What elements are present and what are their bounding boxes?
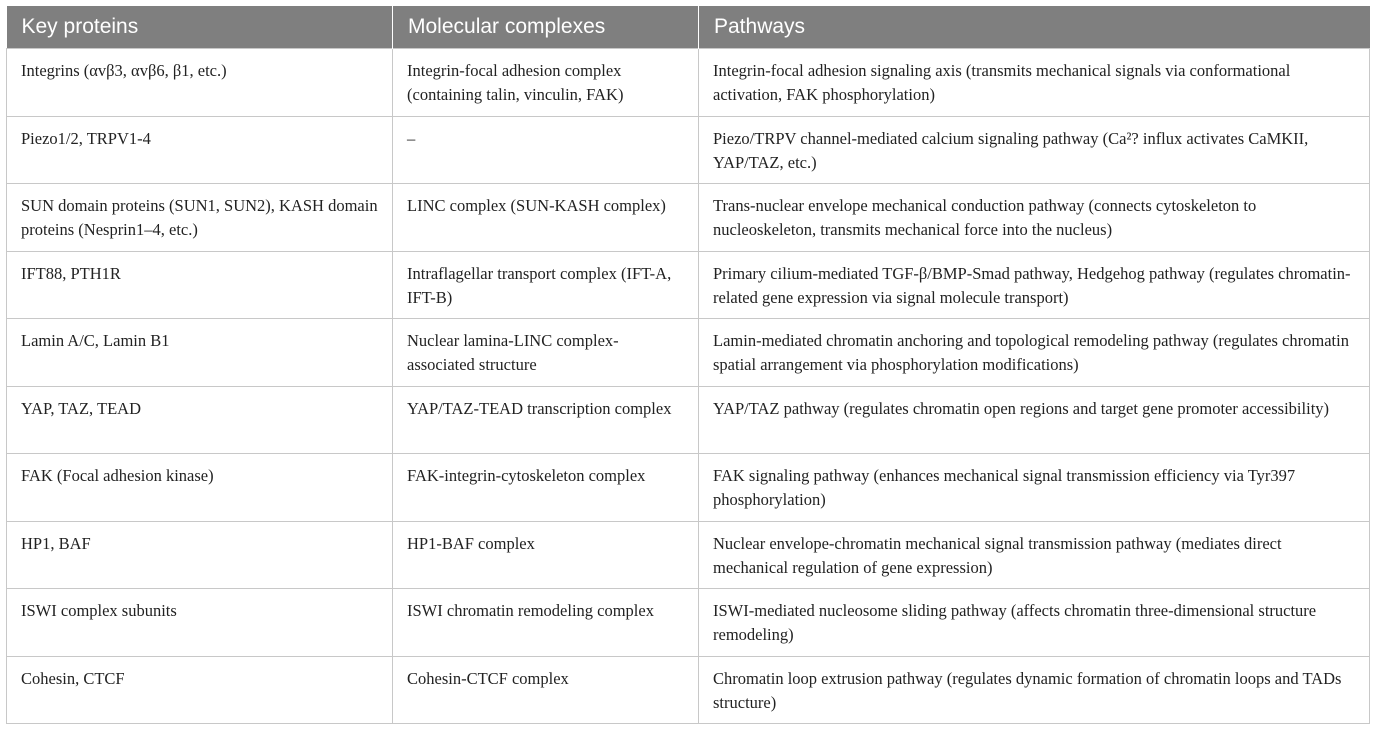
table-row (7, 521, 1370, 589)
cell-key-proteins: Cohesin, CTCF (7, 656, 393, 724)
cell-pathways: Trans-nuclear envelope mechanical conduction pathway (connects cytoskeleton to nucleoskeleton, transmits mechanical force into the nucleus) (699, 184, 1370, 252)
column-header-molecular-complexes: Molecular complexes (393, 6, 699, 49)
cell-pathways: Lamin-mediated chromatin anchoring and topological remodeling pathway (regulates chromatin spatial arrangement via phosphorylation modifications) (699, 319, 1370, 387)
cell-key-proteins: FAK (Focal adhesion kinase) (7, 454, 393, 522)
cell-pathways: YAP/TAZ pathway (regulates chromatin open regions and target gene promoter accessibility) (699, 386, 1370, 454)
cell-key-proteins: Piezo1/2, TRPV1-4 (7, 116, 393, 184)
cell-molecular-complexes: Cohesin-CTCF complex (393, 656, 699, 724)
cell-key-proteins: SUN domain proteins (SUN1, SUN2), KASH domain proteins (Nesprin1–4, etc.) (7, 184, 393, 252)
table-row (7, 251, 1370, 319)
cell-molecular-complexes: YAP/TAZ-TEAD transcription complex (393, 386, 699, 454)
table-row (7, 454, 1370, 522)
cell-molecular-complexes: LINC complex (SUN-KASH complex) (393, 184, 699, 252)
cell-key-proteins: HP1, BAF (7, 521, 393, 589)
table-row (7, 319, 1370, 387)
cell-molecular-complexes: Nuclear lamina-LINC complex-associated structure (393, 319, 699, 387)
table-row (7, 589, 1370, 657)
table-row (7, 49, 1370, 117)
table-body (7, 49, 1370, 724)
cell-pathways: FAK signaling pathway (enhances mechanical signal transmission efficiency via Tyr397 phosphorylation) (699, 454, 1370, 522)
cell-pathways: Primary cilium-mediated TGF-β/BMP-Smad pathway, Hedgehog pathway (regulates chromatin-related gene expression via signal molecule transport) (699, 251, 1370, 319)
table-row (7, 656, 1370, 724)
cell-pathways: Nuclear envelope-chromatin mechanical signal transmission pathway (mediates direct mechanical regulation of gene expression) (699, 521, 1370, 589)
column-header-key-proteins: Key proteins (7, 6, 393, 49)
column-header-pathways: Pathways (699, 6, 1370, 49)
cell-molecular-complexes: Integrin-focal adhesion complex (containing talin, vinculin, FAK) (393, 49, 699, 117)
cell-molecular-complexes: ISWI chromatin remodeling complex (393, 589, 699, 657)
cell-pathways: Piezo/TRPV channel-mediated calcium signaling pathway (Ca²? influx activates CaMKII, YAP/TAZ, etc.) (699, 116, 1370, 184)
cell-pathways: Integrin-focal adhesion signaling axis (transmits mechanical signals via conformational activation, FAK phosphorylation) (699, 49, 1370, 117)
cell-pathways: ISWI-mediated nucleosome sliding pathway (affects chromatin three-dimensional structure remodeling) (699, 589, 1370, 657)
table-row (7, 116, 1370, 184)
table-row (7, 386, 1370, 454)
cell-molecular-complexes: FAK-integrin-cytoskeleton complex (393, 454, 699, 522)
cell-key-proteins: Integrins (αvβ3, αvβ6, β1, etc.) (7, 49, 393, 117)
cell-molecular-complexes: HP1-BAF complex (393, 521, 699, 589)
header-row (7, 6, 1370, 49)
cell-molecular-complexes: Intraflagellar transport complex (IFT-A, IFT-B) (393, 251, 699, 319)
cell-key-proteins: IFT88, PTH1R (7, 251, 393, 319)
data-table-container (6, 6, 1369, 724)
data-table (6, 6, 1370, 724)
cell-key-proteins: YAP, TAZ, TEAD (7, 386, 393, 454)
cell-key-proteins: Lamin A/C, Lamin B1 (7, 319, 393, 387)
cell-key-proteins: ISWI complex subunits (7, 589, 393, 657)
cell-molecular-complexes: – (393, 116, 699, 184)
table-header (7, 6, 1370, 49)
table-row (7, 184, 1370, 252)
cell-pathways: Chromatin loop extrusion pathway (regulates dynamic formation of chromatin loops and TADs structure) (699, 656, 1370, 724)
